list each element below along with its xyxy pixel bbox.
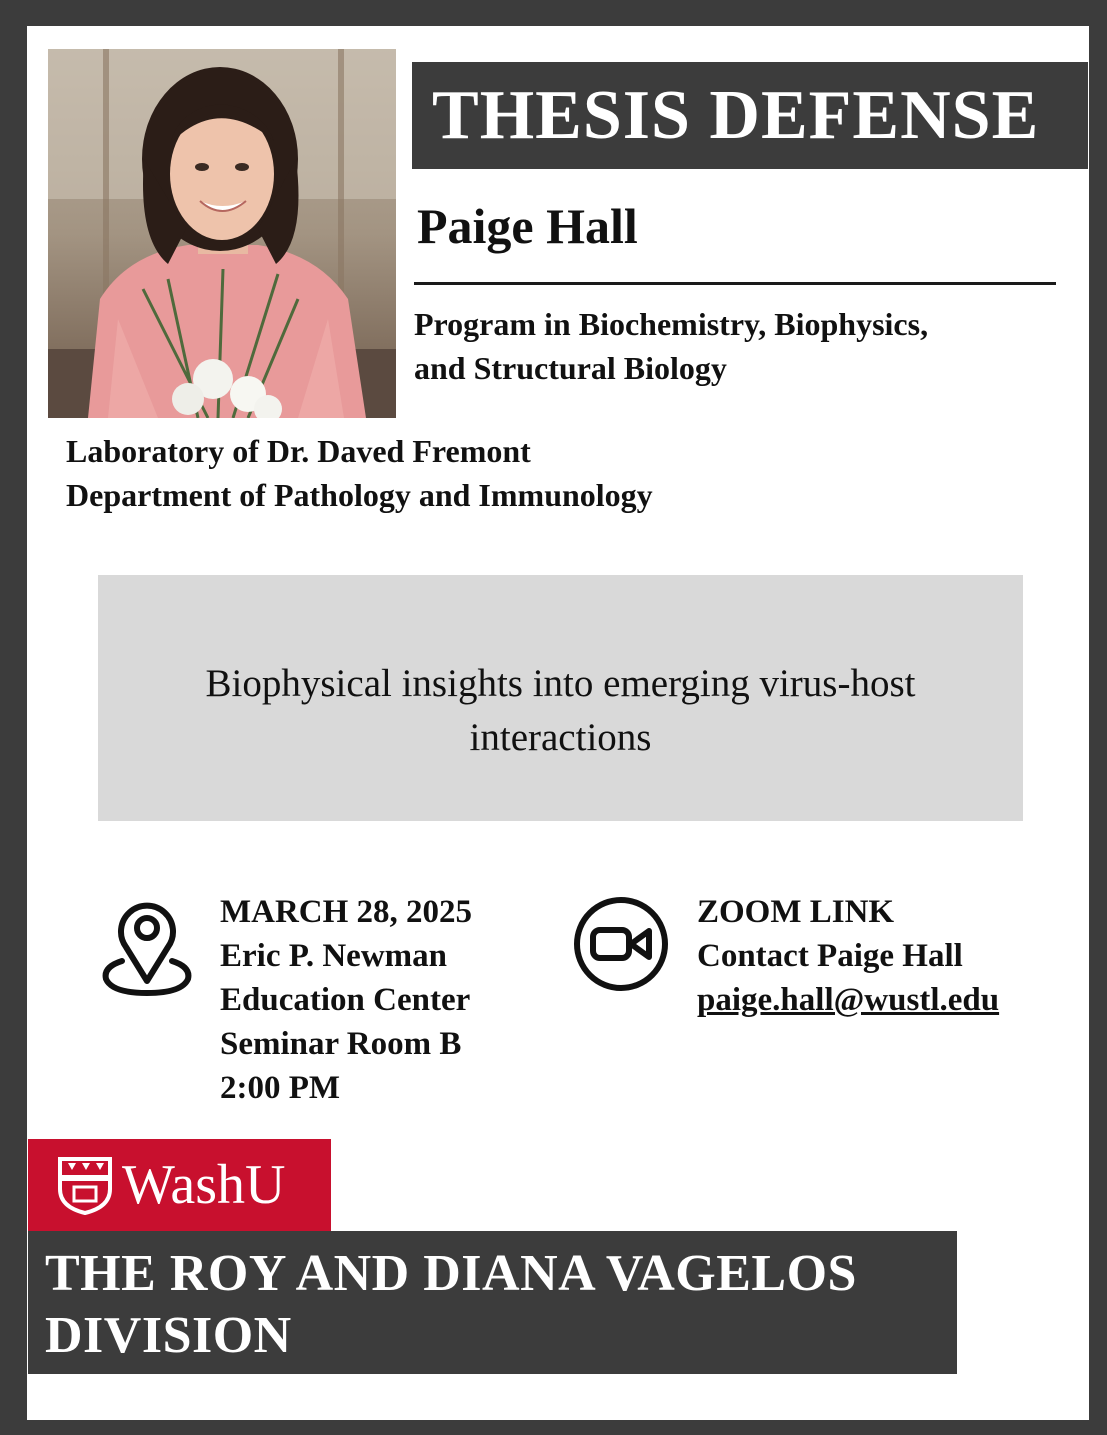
- laboratory-info: [66, 429, 653, 517]
- map-pin-icon: [100, 895, 194, 1004]
- banner-title: THESIS DEFENSE: [432, 77, 1040, 154]
- thesis-title-line-2: interactions: [469, 716, 652, 759]
- event-date: MARCH 28, 2025: [220, 894, 473, 930]
- email-link[interactable]: paige.hall@wustl.edu: [697, 982, 1000, 1018]
- event-details: [220, 890, 472, 1110]
- footer-line-1: THE ROY AND DIANA VAGELOS: [45, 1245, 857, 1302]
- divider: [414, 282, 1056, 285]
- footer-line-2: DIVISION: [45, 1307, 292, 1364]
- thesis-title: [158, 657, 963, 765]
- washu-logo: [28, 1139, 331, 1231]
- presenter-photo: [48, 49, 396, 418]
- program-name: [414, 302, 928, 390]
- zoom-details: [697, 890, 999, 1022]
- event-time: 2:00 PM: [220, 1070, 341, 1106]
- washu-wordmark: WashU: [122, 1154, 286, 1216]
- event-room: Seminar Room B: [220, 1026, 462, 1062]
- program-line-1: Program in Biochemistry, Biophysics,: [414, 306, 929, 342]
- program-line-2: and Structural Biology: [414, 350, 727, 386]
- zoom-heading: ZOOM LINK: [697, 894, 895, 930]
- footer-text: [45, 1243, 857, 1367]
- washu-shield-icon: [56, 1155, 114, 1215]
- thesis-defense-banner: [412, 62, 1088, 169]
- video-camera-icon: [571, 894, 671, 999]
- zoom-contact: Contact Paige Hall: [697, 938, 963, 974]
- venue-line-1: Eric P. Newman: [220, 938, 448, 974]
- venue-line-2: Education Center: [220, 982, 471, 1018]
- lab-line-1: Laboratory of Dr. Daved Fremont: [66, 433, 531, 469]
- thesis-title-box: [98, 575, 1023, 821]
- division-footer: [28, 1231, 957, 1374]
- thesis-title-line-1: Biophysical insights into emerging virus-host: [205, 662, 916, 705]
- lab-line-2: Department of Pathology and Immunology: [66, 477, 653, 513]
- presenter-name: Paige Hall: [417, 198, 638, 254]
